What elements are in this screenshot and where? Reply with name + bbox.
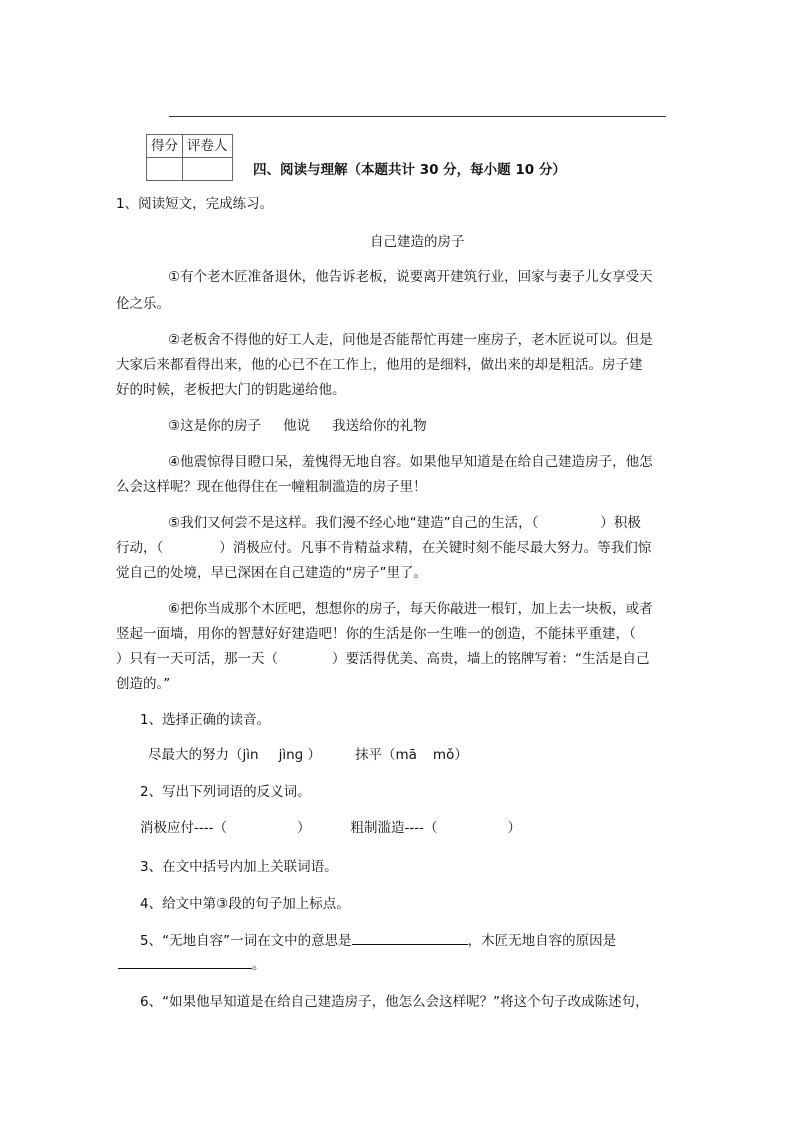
- question-intro: 1、阅读短文，完成练习。: [116, 196, 274, 212]
- antonym-b-end: ）: [507, 820, 521, 836]
- exercise-5-end: 。: [252, 957, 266, 973]
- exercise-1: 1、选择正确的读音。: [140, 712, 271, 728]
- p3-line: [168, 414, 427, 434]
- grader-cell[interactable]: [183, 158, 233, 181]
- p2-line-3: 好的时候，老板把大门的钥匙递给他。: [116, 382, 346, 398]
- exercise-5-line-2: [118, 953, 266, 973]
- exercise-5-b: ，木匠无地自容的原因是: [467, 933, 617, 949]
- p6-line-3-b: ）要活得优美、高贵，墙上的铭牌写着：“生活是自己: [332, 651, 650, 667]
- pinyin-option-b[interactable]: 抹平（mā: [354, 747, 417, 763]
- p1-line-1: ①有个老木匠准备退休，他告诉老板，说要离开建筑行业，回家与妻子儿女享受天: [168, 269, 653, 285]
- p5-line-2-a: 行动，（: [116, 540, 164, 556]
- p3-part-a: ③这是你的房子: [168, 418, 262, 434]
- exercise-5: [140, 929, 616, 949]
- answer-blank-reason[interactable]: [118, 954, 252, 969]
- exercise-6: 6、“如果他早知道是在给自己建造房子，他怎么会这样呢？”将这个句子改成陈述句，: [140, 994, 649, 1010]
- p3-part-b: 他说: [283, 418, 311, 434]
- p2-line-1: ②老板舍不得他的好工人走，问他是否能帮忙再建一座房子，老木匠说可以。但是: [168, 332, 653, 348]
- section-title: 四、阅读与理解（本题共计 30 分，每小题 10 分）: [253, 162, 566, 178]
- score-table: [146, 134, 233, 181]
- p5-line-1-a: ⑤我们又何尝不是这样。我们漫不经心地“建造”自己的生活，（: [168, 515, 539, 531]
- exercise-5-a: 5、“无地自容”一词在文中的意思是: [140, 933, 352, 949]
- p3-part-c: 我送给你的礼物: [332, 418, 427, 434]
- antonym-a-end: ）: [297, 820, 311, 836]
- exercise-1-options: [148, 743, 468, 763]
- passage-title: 自己建造的房子: [370, 234, 465, 250]
- p5-line-3: 觉自己的处境，早已深困在自己建造的“房子”里了。: [116, 565, 427, 581]
- antonym-b: 粗制滥造----（: [350, 820, 438, 836]
- p5-line-1-b: ）积极: [600, 515, 641, 531]
- antonym-a: 消极应付----（: [140, 820, 227, 836]
- p1-line-2: 伦之乐。: [116, 296, 170, 312]
- p6-line-4: 创造的。”: [116, 676, 171, 692]
- score-label: 得分: [147, 135, 183, 158]
- score-cell[interactable]: [147, 158, 183, 181]
- p6-line-1: ⑥把你当成那个木匠吧，想想你的房子，每天你敲进一根钉，加上去一块板，或者: [168, 601, 653, 617]
- header-rule: [169, 116, 666, 117]
- p6-line-3: [116, 647, 650, 667]
- exercise-3: 3、在文中括号内加上关联词语。: [140, 859, 338, 875]
- p4-line-2: 么会这样呢？现在他得住在一幢粗制滥造的房子里！: [116, 479, 427, 495]
- p5-line-1: [168, 511, 641, 531]
- pinyin-option-a2[interactable]: jìnɡ ）: [278, 747, 321, 763]
- p5-line-2-b: ）消极应付。凡事不肯精益求精，在关键时刻不能尽最大努力。等我们惊: [219, 540, 652, 556]
- p4-line-1: ④他震惊得目瞪口呆，羞愧得无地自容。如果他早知道是在给自己建造房子，他怎: [168, 454, 653, 470]
- grader-label: 评卷人: [183, 135, 233, 158]
- pinyin-option-a[interactable]: 尽最大的努力（jìn: [148, 747, 259, 763]
- p6-line-2: 竖起一面墙，用你的智慧好好建造吧！你的生活是你一生唯一的创造，不能抹平重建，（: [116, 626, 636, 642]
- exercise-4: 4、给文中第③段的句子加上标点。: [140, 896, 350, 912]
- answer-blank-meaning[interactable]: [352, 930, 468, 945]
- p5-line-2: [116, 536, 651, 556]
- exercise-2: 2、写出下列词语的反义词。: [140, 784, 311, 800]
- pinyin-option-b2[interactable]: mǒ）: [432, 747, 468, 763]
- exercise-2-items: [140, 816, 521, 836]
- p2-line-2: 大家后来都看得出来，他的心已不在工作上，他用的是细料，做出来的却是粗活。房子建: [116, 357, 643, 373]
- p6-line-3-a: ）只有一天可活，那一天（: [116, 651, 278, 667]
